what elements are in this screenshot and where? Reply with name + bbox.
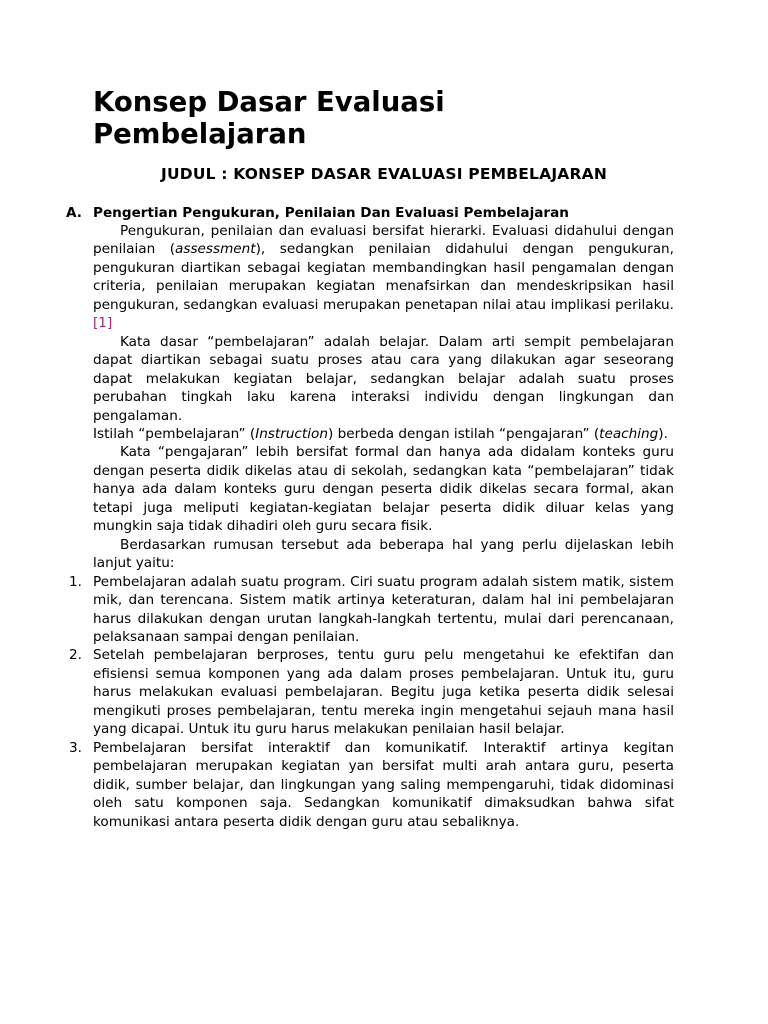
paragraph-3-text-b: ) berbeda dengan istilah “pengajaran” (	[327, 425, 600, 442]
paragraph-3-text-c: ).	[658, 425, 668, 442]
paragraph-3-term-2: teaching	[599, 425, 659, 442]
paragraph-1-text-b: ), sedangkan penilaian didahului dengan pengukuran, pengukuran diartikan sebagai kegiatan membandingkan hasil pengamalan dengan criteria, penilaian merupakan kegiatan menafsirkan dan mendeskripsikan hasil pengukuran, sedangkan evaluasi merupakan penetapan nilai atau implikasi perilaku.	[93, 241, 674, 313]
document-heading: JUDUL : KONSEP DASAR EVALUASI PEMBELAJARAN	[161, 165, 607, 183]
section-title: Pengertian Pengukuran, Penilaian Dan Evaluasi Pembelajaran	[93, 205, 569, 221]
list-item	[69, 739, 674, 831]
document-body	[69, 222, 674, 831]
list-item	[69, 573, 674, 647]
paragraph-3-text-a: Istilah “pembelajaran” (	[93, 425, 256, 442]
paragraph-1	[93, 222, 674, 333]
list-item-number: 1.	[69, 573, 82, 590]
section-letter: A.	[66, 205, 82, 221]
list-item-number: 3.	[69, 739, 82, 756]
numbered-list	[69, 573, 674, 831]
paragraph-5: Berdasarkan rumusan tersebut ada beberapa hal yang perlu dijelaskan lebih lanjut yaitu:	[93, 536, 674, 572]
list-item-text: Setelah pembelajaran berproses, tentu guru pelu mengetahui ke efektifan dan efisiensi semua komponen yang ada dalam proses pembelajaran. Untuk itu, guru harus melakukan evaluasi pembelajaran. Begitu juga ketika peserta didik selesai mengikuti proses pembelajaran, tentu mereka ingin mengetahui sejauh mana hasil yang dicapai. Untuk itu guru harus melakukan penilaian hasil belajar.	[93, 647, 674, 738]
paragraph-3	[93, 425, 674, 443]
paragraph-1-text-a: Pengukuran, penilaian dan evaluasi bersifat hierarki. Evaluasi didahului dengan penilaian (	[93, 223, 674, 258]
list-item-text: Pembelajaran bersifat interaktif dan komunikatif. Interaktif artinya kegitan pembelajaran merupakan kegiatan yan bersifat multi arah antara guru, peserta didik, sumber belajar, dan lingkungan yang saling mempengaruhi, tidak didominasi oleh satu komponen saja. Sedangkan komunikatif dimaksudkan bahwa sifat komunikasi antara peserta didik dengan guru atau sebaliknya.	[93, 739, 674, 830]
footnote-link[interactable]: [1]	[93, 315, 113, 332]
list-item-text: Pembelajaran adalah suatu program. Ciri suatu program adalah sistem matik, sistem mik, dan terencana. Sistem matik artinya keteraturan, dalam hal ini pembelajaran harus dilakukan dengan urutan langkah-langkah tertentu, mulai dari perencanaan, pelaksanaan sampai dengan penilaian.	[93, 573, 674, 645]
list-item-number: 2.	[69, 647, 82, 664]
section-heading	[66, 204, 676, 222]
paragraph-1-term: assessment	[175, 241, 256, 258]
paragraph-2: Kata dasar “pembelajaran” adalah belajar. Dalam arti sempit pembelajaran dapat diartikan sebagai suatu proses atau cara yang dilakukan agar seseorang dapat melakukan kegiatan belajar, sedangkan belajar adalah suatu proses perubahan tingkah laku karena interaksi individu dengan lingkungan dan pengalaman.	[93, 333, 674, 424]
list-item	[69, 646, 674, 738]
paragraph-4: Kata “pengajaran” lebih bersifat formal dan hanya ada didalam konteks guru dengan peserta didik dikelas atau di sekolah, sedangkan kata “pembelajaran” tidak hanya ada dalam konteks guru dengan peserta didik dikelas secara formal, akan tetapi juga meliputi kegiatan-kegiatan belajar peserta didik diluar kelas yang mungkin saja tidak dihadiri oleh guru secara fisik.	[93, 444, 674, 535]
paragraph-3-term-1: Instruction	[255, 425, 328, 442]
document-title: Konsep Dasar Evaluasi Pembelajaran	[93, 86, 445, 150]
